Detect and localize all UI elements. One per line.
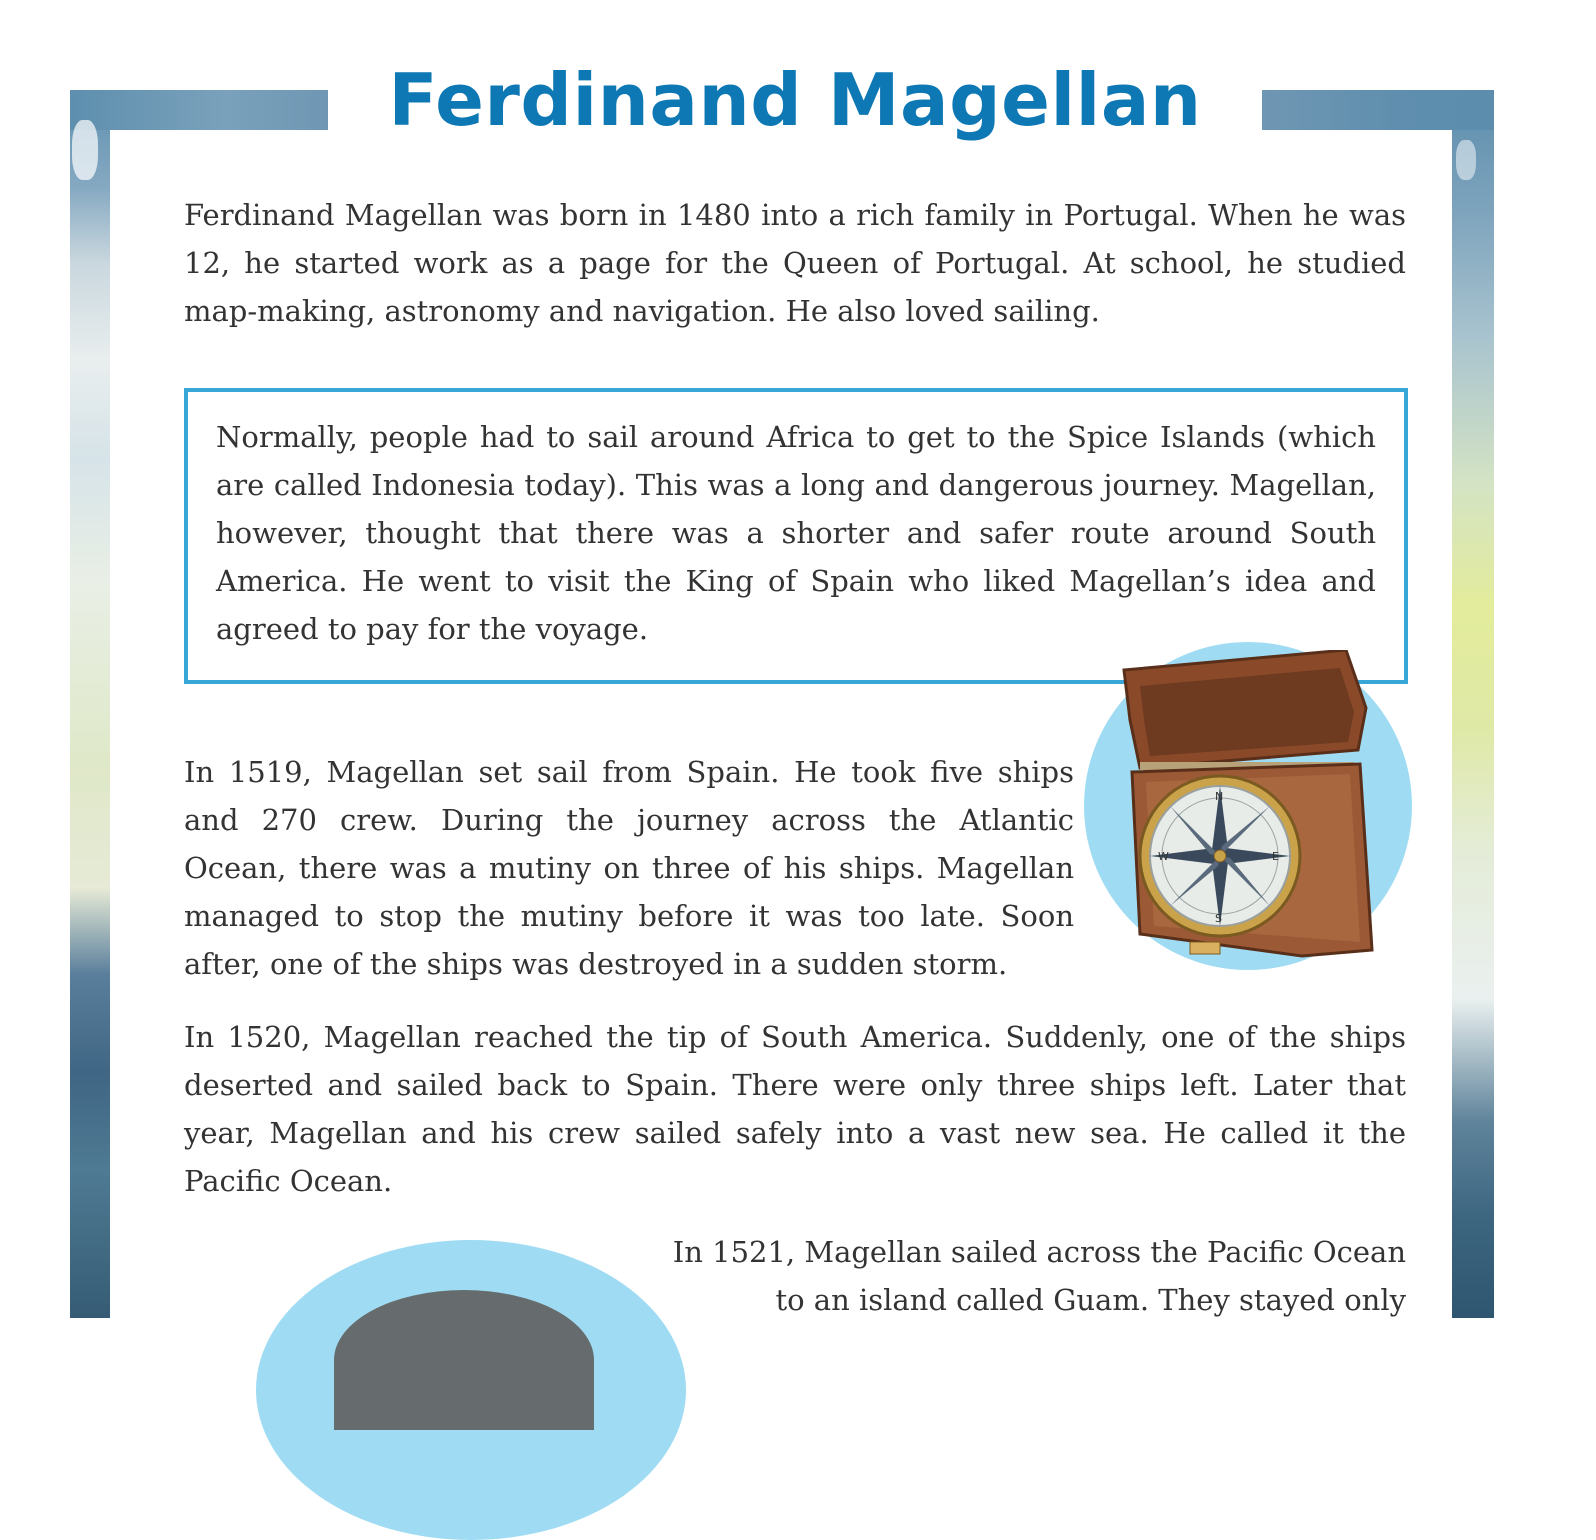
intro-paragraph: Ferdinand Magellan was born in 1480 into a rich family in Portugal. When he was 12, he started work as a page for the Queen of Portugal. At school, he studied map-making, astronomy and navigation. He also loved sailing.: [184, 198, 1406, 328]
voyage-1519-paragraph: In 1519, Magellan set sail from Spain. He took five ships and 270 crew. During the journey across the Atlantic Ocean, there was a mutiny on three of his ships. Magellan managed to stop the mutiny before it was too late. Soon after, one of the ships was destroyed in a sudden storm.: [184, 755, 1074, 981]
frame-cloud: [1456, 140, 1476, 180]
rock-shape: [334, 1290, 594, 1430]
svg-text:W: W: [1158, 850, 1169, 863]
voyage-1521-paragraph: In 1521, Magellan sailed across the Pacific Ocean to an island called Guam. They stayed only: [672, 1235, 1406, 1317]
frame-top-right-border: [1262, 90, 1494, 130]
frame-top-left-border: [70, 90, 328, 130]
svg-text:E: E: [1272, 850, 1279, 863]
svg-text:N: N: [1215, 790, 1224, 803]
boxed-paragraph: Normally, people had to sail around Africa to get to the Spice Islands (which are called Indonesia today). This was a long and dangerous journey. Magellan, however, thought that there was a shorter and safer route around South America. He went to visit the King of Spain who liked Magellan’s idea and agreed to pay for the voyage.: [216, 420, 1376, 646]
frame-left-border: [70, 90, 110, 1318]
svg-text:S: S: [1215, 912, 1222, 925]
frame-cloud: [72, 120, 98, 180]
voyage-1520-paragraph: In 1520, Magellan reached the tip of South America. Suddenly, one of the ships deserted and sailed back to Spain. There were only three ships left. Later that year, Magellan and his crew sailed safely into a vast new sea. He called it the Pacific Ocean.: [184, 1020, 1406, 1198]
compass-icon: [1110, 650, 1410, 980]
frame-right-border: [1452, 90, 1494, 1318]
page-title: Ferdinand Magellan: [388, 58, 1202, 142]
rock-illustration: [256, 1240, 686, 1540]
